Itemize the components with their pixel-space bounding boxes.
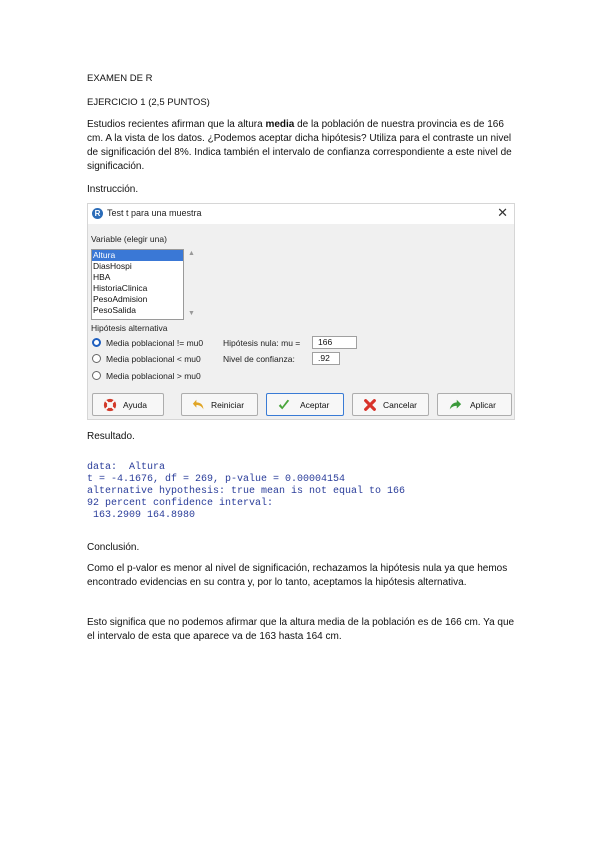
null-hypothesis-input[interactable]: 166 bbox=[312, 336, 357, 349]
exercise-title: EJERCICIO 1 (2,5 PUNTOS) bbox=[87, 97, 210, 108]
variable-listbox[interactable] bbox=[91, 249, 184, 320]
reset-button[interactable]: Reiniciar bbox=[181, 393, 258, 416]
option-greater-label: Media poblacional > mu0 bbox=[106, 371, 201, 381]
option-not-equal-label: Media poblacional != mu0 bbox=[106, 338, 204, 348]
scroll-up-icon[interactable]: ▲ bbox=[188, 250, 195, 257]
null-hypothesis-label: Hipótesis nula: mu = bbox=[223, 338, 301, 348]
dialog-title: Test t para una muestra bbox=[107, 208, 202, 218]
exercise-statement: Estudios recientes afirman que la altura media de la población de nuestra provincia es de 166 cm. A la vista de los datos. ¿Podemos aceptar dicha hipótesis? Utiliza para el contraste un nivel de significación del 8%. Indica también el intervalo de confianza correspondiente a este nivel de significación. bbox=[87, 119, 512, 172]
conclusion-label: Conclusión. bbox=[87, 542, 140, 553]
exam-heading: EXAMEN DE R bbox=[87, 73, 153, 84]
alt-hypothesis-label: Hipótesis alternativa bbox=[91, 323, 168, 333]
confidence-label: Nivel de confianza: bbox=[223, 354, 295, 364]
ok-button[interactable]: Aceptar bbox=[266, 393, 344, 416]
output-line: data: Altura bbox=[87, 462, 166, 473]
option-less-label: Media poblacional < mu0 bbox=[106, 354, 201, 364]
radio-greater[interactable] bbox=[92, 371, 101, 380]
radio-not-equal[interactable] bbox=[92, 338, 101, 347]
result-label: Resultado. bbox=[87, 431, 135, 442]
output-line: alternative hypothesis: true mean is not equal to 166 bbox=[87, 486, 406, 497]
instruction-label: Instrucción. bbox=[87, 184, 139, 195]
cancel-button[interactable]: Cancelar bbox=[352, 393, 429, 416]
apply-arrow-icon bbox=[448, 398, 462, 412]
list-item[interactable]: PesoAdmision bbox=[93, 294, 148, 304]
list-item[interactable]: HistoriaClinica bbox=[93, 283, 148, 293]
lifebuoy-icon bbox=[103, 398, 117, 412]
cancel-x-icon bbox=[363, 398, 377, 412]
list-item[interactable]: PesoSalida bbox=[93, 305, 137, 315]
checkmark-icon bbox=[277, 398, 291, 412]
conclusion-paragraph-1: Como el p-valor es menor al nivel de significación, rechazamos la hipótesis nula ya que hemos encontrado evidencias en su contra y, por lo tanto, aceptamos la hipótesis alternativa. bbox=[87, 563, 508, 588]
list-item[interactable]: Altura bbox=[92, 250, 183, 261]
list-item[interactable]: HBA bbox=[93, 272, 111, 282]
radio-less[interactable] bbox=[92, 354, 101, 363]
list-item[interactable]: DiasHospi bbox=[93, 261, 132, 271]
confidence-input[interactable]: .92 bbox=[312, 352, 340, 365]
output-line: 92 percent confidence interval: bbox=[87, 498, 274, 509]
help-button[interactable]: Ayuda bbox=[92, 393, 164, 416]
scroll-down-icon[interactable]: ▼ bbox=[188, 310, 195, 317]
r-logo-icon: R bbox=[92, 208, 103, 219]
reset-arrow-icon bbox=[192, 398, 206, 412]
t-test-dialog bbox=[87, 203, 515, 420]
variable-label: Variable (elegir una) bbox=[91, 234, 167, 244]
dialog-titlebar bbox=[88, 204, 514, 224]
output-line: 163.2909 164.8980 bbox=[87, 510, 196, 521]
conclusion-paragraph-2: Esto significa que no podemos afirmar que la altura media de la población es de 166 cm. Ya que el intervalo de esta que aparece va de 163 hasta 164 cm. bbox=[87, 617, 515, 642]
output-line: t = -4.1676, df = 269, p-value = 0.00004154 bbox=[87, 474, 346, 485]
r-output bbox=[87, 462, 405, 522]
apply-button[interactable]: Aplicar bbox=[437, 393, 512, 416]
close-icon[interactable]: ✕ bbox=[497, 205, 508, 220]
emphasis-media: media bbox=[265, 119, 295, 130]
